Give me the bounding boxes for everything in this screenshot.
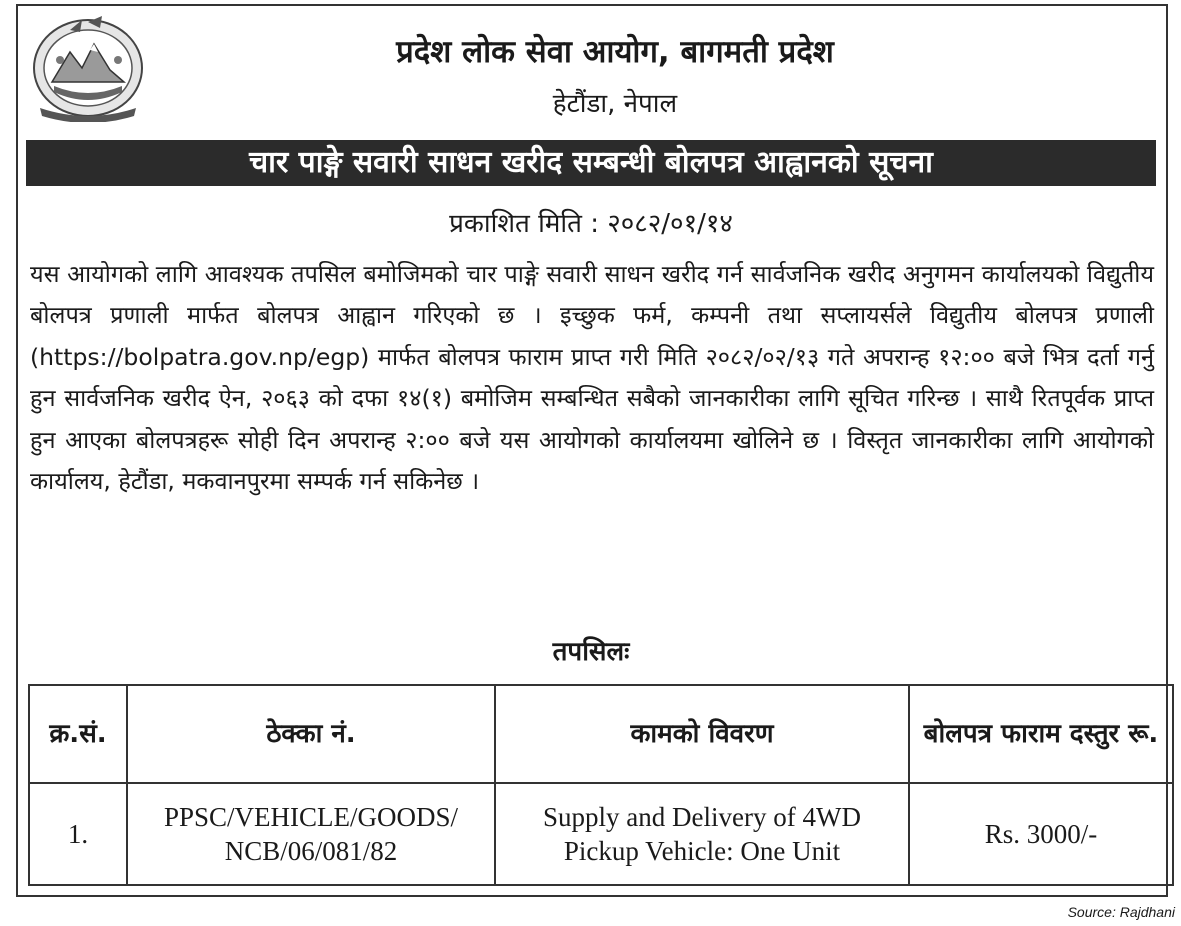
organization-title: प्रदेश लोक सेवा आयोग, बागमती प्रदेश: [396, 34, 834, 70]
schedule-table: [28, 684, 1174, 886]
notice-title-banner: चार पाङ्गे सवारी साधन खरीद सम्बन्धी बोलपत्र आह्वानको सूचना: [26, 140, 1156, 186]
cell-description: Supply and Delivery of 4WD Pickup Vehicle: One Unit: [495, 783, 909, 885]
organization-location: हेटौंडा, नेपाल: [552, 89, 678, 119]
notice-body: [30, 254, 1154, 502]
published-date: प्रकाशित मिति : २०८२/०१/१४: [449, 209, 733, 239]
cell-fee: Rs. 3000/-: [909, 783, 1173, 885]
column-header-contract-no: ठेक्का नं.: [127, 685, 495, 783]
cell-sn: 1.: [29, 783, 127, 885]
column-header-description: कामको विवरण: [495, 685, 909, 783]
cell-contract-no: PPSC/VEHICLE/GOODS/ NCB/06/081/82: [127, 783, 495, 885]
column-header-fee: बोलपत्र फाराम दस्तुर रू.: [909, 685, 1173, 783]
table-header-row: [29, 685, 1173, 783]
notice-body-paragraph: यस आयोगको लागि आवश्यक तपसिल बमोजिमको चार पाङ्गे सवारी साधन खरीद गर्न सार्वजनिक खरीद अनुगमन कार्यालयको विद्युतीय बोलपत्र प्रणाली मार्फत बोलपत्र आह्वान गरिएको छ । इच्छुक फर्म, कम्पनी तथा सप्लायर्सले विद्युतीय बोलपत्र प्रणाली (https://bolpatra.gov.np/egp) मार्फत बोलपत्र फाराम प्राप्त गरी मिति २०८२/०२/१३ गते अपरान्ह १२:०० बजे भित्र दर्ता गर्नु हुन सार्वजनिक खरीद ऐन, २०६३ को दफा १४(१) बमोजिम सम्बन्धित सबैको जानकारीका लागि सूचित गरिन्छ । साथै रितपूर्वक प्राप्त हुन आएका बोलपत्रहरू सोही दिन अपरान्ह २:०० बजे यस आयोगको कार्यालयमा खोलिने छ । विस्तृत जानकारीका लागि आयोगको कार्यालय, हेटौंडा, मकवानपुरमा सम्पर्क गर्न सकिनेछ ।: [30, 260, 1154, 496]
source-credit: Source: Rajdhani: [1067, 904, 1175, 920]
column-header-sn: क्र.सं.: [29, 685, 127, 783]
nepal-government-emblem-icon: [30, 12, 146, 122]
schedule-heading: तपसिलः: [552, 637, 630, 667]
table-row: [29, 783, 1173, 885]
